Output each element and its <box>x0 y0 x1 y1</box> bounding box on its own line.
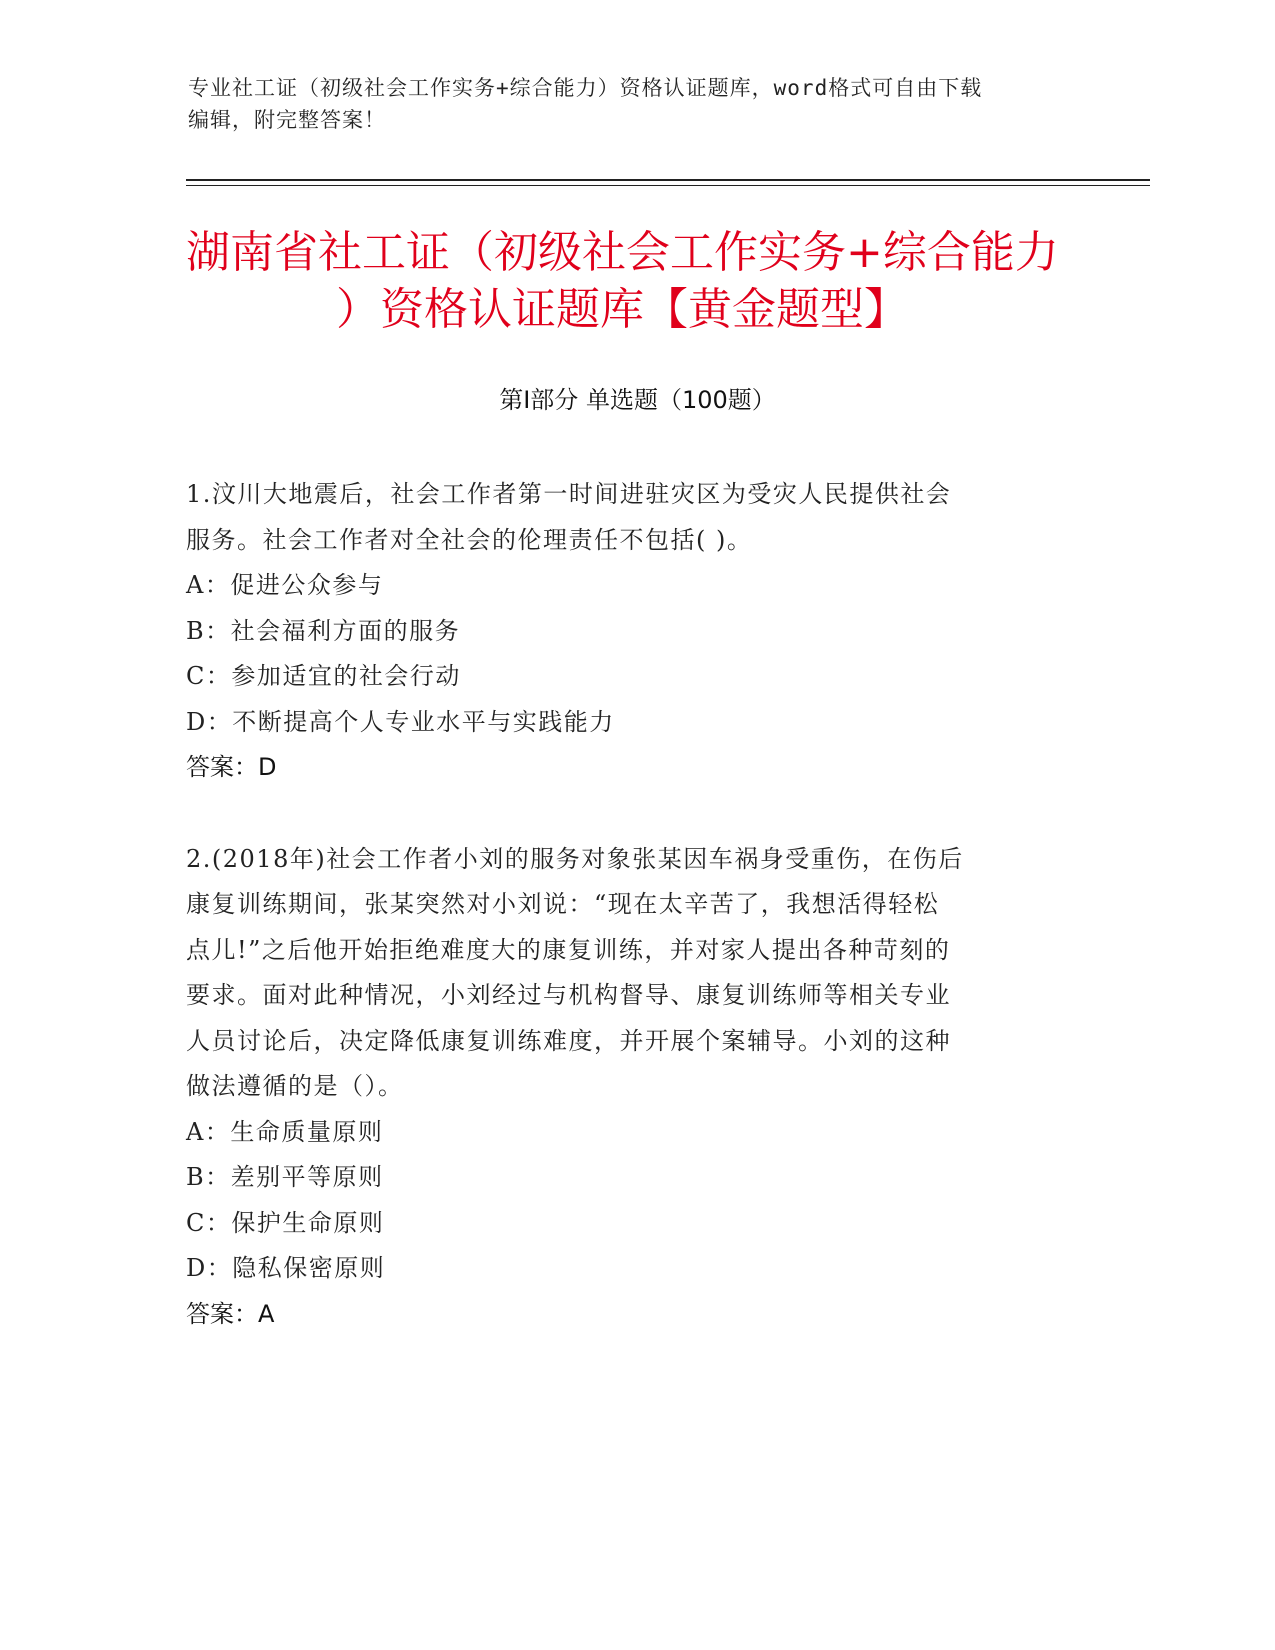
stem-line: 康复训练期间，张某突然对小刘说：“现在太辛苦了，我想活得轻松 <box>186 890 940 918</box>
stem-line: 人员讨论后，决定降低康复训练难度，并开展个案辅导。小刘的这种 <box>186 1026 951 1055</box>
option-a: A：促进公众参与 <box>186 571 384 599</box>
question-stem <box>186 472 1086 563</box>
stem-line: 点儿!”之后他开始拒绝难度大的康复训练，并对家人提出各种苛刻的 <box>186 935 951 964</box>
answer: 答案：D <box>186 753 277 781</box>
header-note-line: 编辑，附完整答案！ <box>188 108 386 132</box>
header-divider-thin <box>186 185 1150 186</box>
option-c: C：保护生命原则 <box>186 1208 385 1237</box>
title-line: ）资格认证题库【黄金题型】 <box>336 284 908 335</box>
answer: 答案：A <box>186 1299 275 1328</box>
question-list <box>186 472 1086 1383</box>
question-2 <box>186 837 1086 1338</box>
stem-line: 服务。社会工作者对全社会的伦理责任不包括( )。 <box>186 525 753 554</box>
option-a: A：生命质量原则 <box>186 1117 384 1146</box>
question-stem <box>186 837 1086 1110</box>
option-b: B：差别平等原则 <box>186 1163 384 1191</box>
stem-line: 做法遵循的是（）。 <box>186 1072 404 1100</box>
option-d: D：隐私保密原则 <box>186 1254 386 1282</box>
document-title <box>186 224 1086 338</box>
header-divider-thick <box>186 179 1150 181</box>
header-note-line: 专业社工证（初级社会工作实务+综合能力）资格认证题库，word格式可自由下载 <box>188 76 983 100</box>
title-line: 湖南省社工证（初级社会工作实务+综合能力 <box>186 227 1059 278</box>
option-d: D：不断提高个人专业水平与实践能力 <box>186 707 615 736</box>
section-heading: 第Ⅰ部分 单选题（100题） <box>499 386 776 414</box>
option-b: B：社会福利方面的服务 <box>186 616 461 645</box>
option-c: C：参加适宜的社会行动 <box>186 662 461 690</box>
question-1 <box>186 472 1086 791</box>
header-note <box>188 72 1088 136</box>
stem-line: 要求。面对此种情况，小刘经过与机构督导、康复训练师等相关专业 <box>186 981 951 1009</box>
stem-line: 1.汶川大地震后，社会工作者第一时间进驻灾区为受灾人民提供社会 <box>186 480 952 508</box>
stem-line: 2.(2018年)社会工作者小刘的服务对象张某因车祸身受重伤，在伤后 <box>186 844 964 873</box>
